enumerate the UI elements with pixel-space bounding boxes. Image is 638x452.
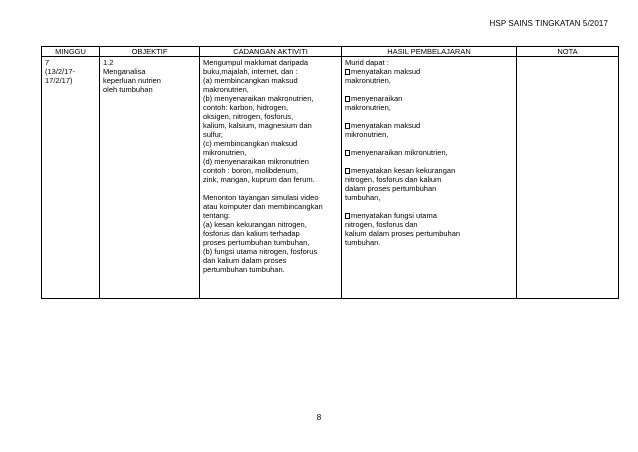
cell-minggu (42, 57, 100, 299)
hasil-item-3-cont: mikronutrien, (345, 130, 389, 139)
aktiviti-line: buku,majalah, internet, dan : (203, 67, 298, 76)
aktiviti-line: dan kalium dalam proses (203, 256, 287, 265)
column-header-nota: NOTA (517, 47, 619, 57)
aktiviti-line: sulfur, (203, 130, 224, 139)
hasil-item-5-cont: tumbuhan, (345, 193, 381, 202)
hasil-item-6-cont: nitrogen, fosforus dan (345, 220, 418, 229)
hasil-item-6: menyatakan fungsi utama (345, 211, 513, 220)
aktiviti-line: (d) menyenaraikan mikronutrien (203, 157, 309, 166)
aktiviti-line: (b) menyenaraikan makronutrien, (203, 94, 314, 103)
checkbox-icon (345, 96, 350, 102)
hasil-item-3: menyatakan maksud (345, 121, 513, 130)
hasil-item-4: menyenaraikan mikronutrien, (345, 148, 513, 157)
aktiviti-line: zink, mangan, kuprum dan ferum. (203, 175, 315, 184)
aktiviti-line: atau komputer dan membincangkan (203, 202, 323, 211)
aktiviti-line: tentang: (203, 211, 231, 220)
cell-nota (517, 57, 619, 299)
column-header-objektif: OBJEKTIF (100, 47, 200, 57)
checkbox-icon (345, 123, 350, 129)
page-header: HSP SAINS TINGKATAN 5/2017 (489, 19, 608, 28)
aktiviti-line: oksigen, nitrogen, fosforus, (203, 112, 294, 121)
cell-objektif (100, 57, 200, 299)
minggu-line: 7 (45, 58, 50, 67)
aktiviti-line: makronutrien, (203, 85, 249, 94)
spacer (345, 139, 513, 148)
aktiviti-line: (a) membincangkan maksud (203, 76, 298, 85)
aktiviti-line: Menonton tayangan simulasi video (203, 193, 319, 202)
minggu-line: 17/2/17) (45, 76, 73, 85)
lesson-plan-table (41, 46, 619, 299)
spacer (345, 157, 513, 166)
spacer (345, 112, 513, 121)
aktiviti-line: fosforus dan kalium terhadap (203, 229, 300, 238)
aktiviti-line: kalium, kalsium, magnesium dan (203, 121, 312, 130)
aktiviti-line: (c) membincangkan maksud (203, 139, 298, 148)
aktiviti-line: Mengumpul maklumat daripada (203, 58, 309, 67)
aktiviti-line: mikronutrien, (203, 148, 247, 157)
hasil-item-5-cont: nitrogen, fosforus dan kalium (345, 175, 442, 184)
hasil-item-6-cont: kalium dalam proses pertumbuhan (345, 229, 461, 238)
spacer (345, 85, 513, 94)
aktiviti-line: (b) fungsi utama nitrogen, fosforus (203, 247, 318, 256)
objektif-line: 1.2 (103, 58, 114, 67)
aktiviti-line: contoh: karbon, hidrogen, (203, 103, 289, 112)
aktiviti-line: (a) kesan kekurangan nitrogen, (203, 220, 307, 229)
checkbox-icon (345, 150, 350, 156)
page-number: 8 (316, 413, 322, 422)
table-row (42, 57, 619, 299)
checkbox-icon (345, 213, 350, 219)
hasil-item-2: menyenaraikan (345, 94, 513, 103)
column-header-hasil: HASIL PEMBELAJARAN (342, 47, 517, 57)
minggu-line: (13/2/17- (45, 67, 76, 76)
spacer (345, 202, 513, 211)
column-header-minggu: MINGGU (42, 47, 100, 57)
cell-hasil (342, 57, 517, 299)
objektif-line: Menganalisa (103, 67, 146, 76)
aktiviti-line: contoh : boron, molibdenum, (203, 166, 299, 175)
hasil-intro: Murid dapat : (345, 58, 389, 67)
aktiviti-line: proses pertumbuhan tumbuhan, (203, 238, 310, 247)
table-header-row (42, 47, 619, 57)
hasil-item-6-cont: tumbuhan. (345, 238, 381, 247)
checkbox-icon (345, 168, 350, 174)
objektif-line: oleh tumbuhan (103, 85, 153, 94)
aktiviti-line: pertumbuhan tumbuhan. (203, 265, 285, 274)
hasil-item-5-cont: dalam proses pertumbuhan (345, 184, 437, 193)
column-header-aktiviti: CADANGAN AKTIVITI (200, 47, 342, 57)
hasil-item-1-cont: makronutrien, (345, 76, 391, 85)
hasil-item-1: menyatakan maksud (345, 67, 513, 76)
checkbox-icon (345, 69, 350, 75)
hasil-item-5: menyatakan kesan kekurangan (345, 166, 513, 175)
hasil-item-2-cont: makronutrien, (345, 103, 391, 112)
objektif-line: keperluan nutrien (103, 76, 161, 85)
cell-aktiviti (200, 57, 342, 299)
spacer (203, 184, 338, 193)
